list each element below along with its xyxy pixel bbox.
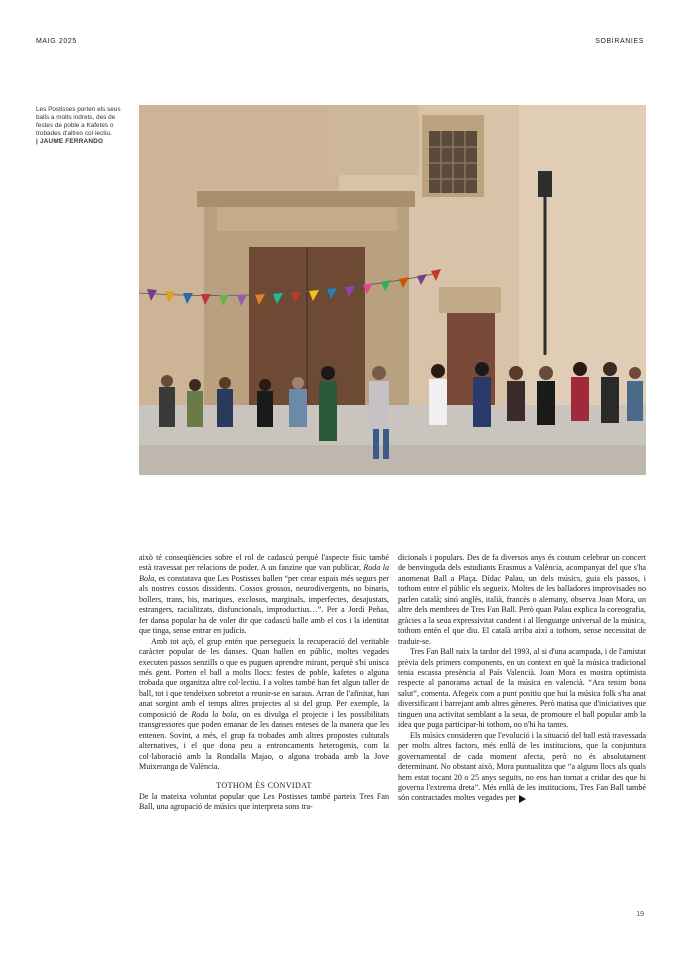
article-column-1	[139, 553, 389, 813]
paragraph: De la mateixa voluntat popular que Les Postisses també parteix Tres Fan Ball, una agrupació de músics que interpreta sons tra-	[139, 791, 389, 812]
article-photo	[139, 105, 646, 475]
article-column-2	[398, 553, 646, 804]
paragraph: dicionals i populars. Des de fa diversos anys és costum celebrar un concert de benvinguda dels estudiants Erasmus a València, acompanyat del que s'ha anomenat Ball a Plaça. Dídac Palau, un dels músics, guia els passos, i tothom entre el públic els segueix. Moltes de les balladores improvisades no parlen català; sinó anglès, italià, francès o alemany, observa Joan Mora, un altre dels membres de Tres Fan Ball. Però quan Palau explica la coreografia, gràcies a la seua expressivitat candent i al llenguatge universal de la música, tothom entén el que diu. El català arriba així a tothom, sense necessitat de traduir-se.	[398, 553, 646, 646]
paragraph: Amb tot açò, el grup entén que persegueix la recuperació del veritable caràcter popular de les danses. Quan ballen en públic, moltes vegades executen passos senzills o que es puguen aprendre mirant, perquè s'hi unisca més gent. Porten el ball a molts llocs: festes de poble, kafetes o alguna trobada que organitza altre col·lectiu. I a voltes també han fet algun taller de ball, tot i que tendeixen sobretot a reunir-se en saraus. Arran de l'afinitat, han anat sorgint amb el temps altres projectes al si del grup. Per exemple, la composició de Roda la bola, on es divulga el projecte i les possibilitats transgressores que poden emanar de les danses enteses de la manera que les entenen. Sovint, a més, el grup fa trobades amb altres propostes culturals alternatives, i el que dona peu a entroncaments heterogenis, com la col·laboració amb la Rondalla Majao, o alguna trobada amb la Jove Muixeranga de València.	[139, 636, 389, 772]
photo-caption	[36, 106, 128, 146]
paragraph: Tres Fan Ball naix la tardor del 1993, al si d'una acampada, i de l'amistat prèvia dels primers components, en un context en què la música tradicional tenia escassa presència al País Valencià. Joan Mora es mostra optimista respecte al panorama actual de la música en valencià. “Ara tenim bona salut”, comenta. Afegeix com a punt positiu que hui la música folk s'ha anat diversificant i barrejant amb altres gèneres. Però matisa que d'iniciatives que tinguen una activitat semblant a la seua, de promoure el ball popular amb la idea que puga participar-hi tothom, no n'hi ha tantes.	[398, 647, 647, 730]
paragraph: això té conseqüències sobre el rol de cadascú perquè l'aspecte físic també està travessat per relacions de poder. A un fanzine que van publicar, Roda la Bola, es constatava que Les Postisses ballen “per crear espais més segurs per als nostres cossos dissidents. Cossos grossos, neurodivergents, no binaris, bollers, trans, bis, mariques, exclosos, marginals, imperfectes, desajustats, estrangers, racialitzats, disfuncionals, improductius…”. Per a Jordi Peñas, fer dansa popular ha de voler dir que cadascú balle amb el cos i la identitat que tinga, sense entrar en judicis.	[139, 553, 390, 636]
photo-credit: | JAUME FERRANDO	[36, 138, 104, 145]
section-title: SOBIRANIES	[595, 38, 644, 45]
page-number: 19	[636, 911, 644, 918]
issue-date: MAIG 2025	[36, 38, 77, 45]
continue-arrow-icon	[519, 795, 526, 803]
section-subheading: TOTHOM ÉS CONVIDAT	[216, 780, 312, 790]
paragraph: Els músics consideren que l'evolució i la situació del ball està travessada per molts altres factors, més enllà de les institucions, que la conjuntura governamental de cada moment afecta, però no és absolutament determinant. No obstant això, Mora puntualitza que “a alguns llocs als quals hem estat tocant 20 o 25 anys seguits, no ens han tornat a cridar des que hi governa l'extrema dreta”. Més enllà de les institucions, Tres Fan Ball també són contractades moltes vegades per	[398, 730, 646, 803]
caption-text: Les Postisses porten els seus balls a molts indrets, des de festes de poble a Kafetes o trobades d'altres col·lectiu.	[36, 106, 121, 137]
